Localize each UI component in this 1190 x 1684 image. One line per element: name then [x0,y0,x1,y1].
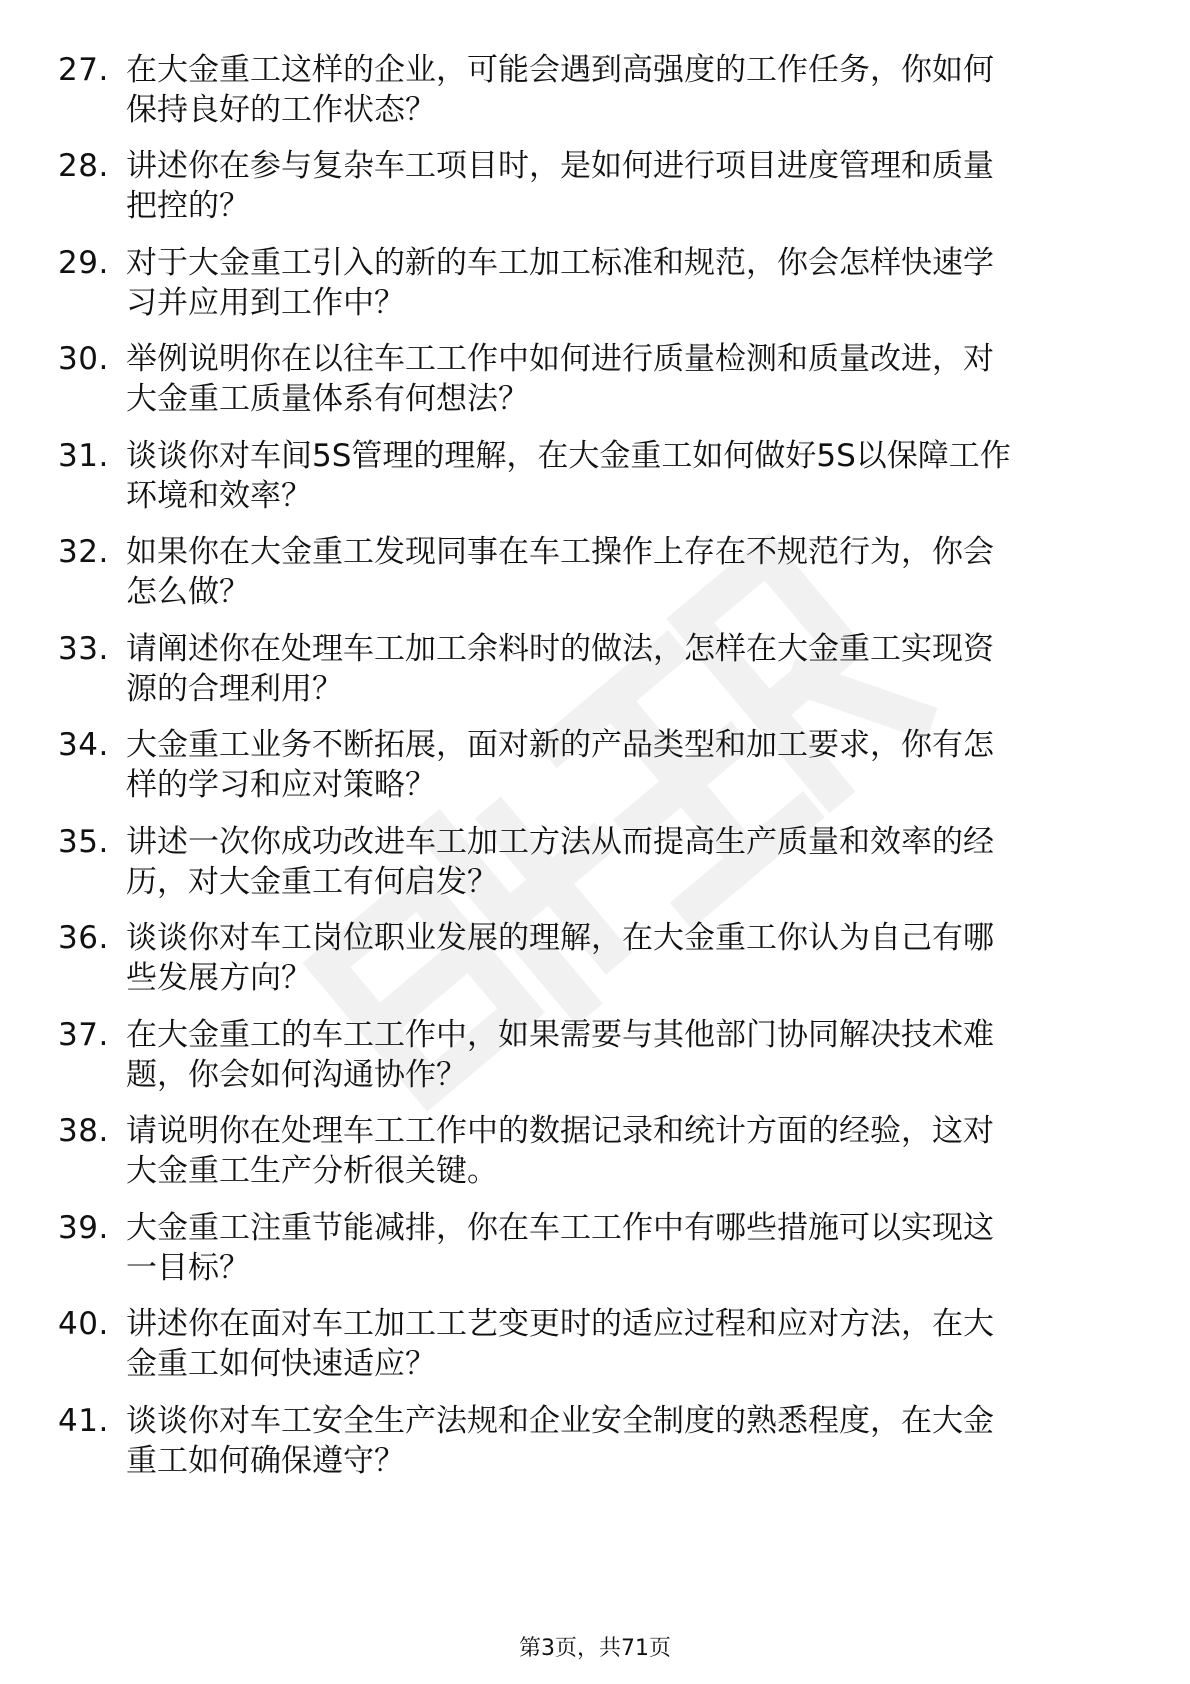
question-line: 样的学习和应对策略？ [126,767,436,803]
question-line: 举例说明你在以往车工工作中如何进行质量检测和质量改进，对 [126,341,994,377]
question-line: 题，你会如何沟通协作？ [126,1057,467,1093]
question-text [126,1015,1178,1095]
question-line: 讲述你在参与复杂车工项目时，是如何进行项目进度管理和质量 [126,148,994,184]
question-text [126,1111,1178,1191]
question-number: 39. [58,1210,109,1246]
question-number: 35. [58,824,109,860]
question-number: 40. [58,1306,109,1342]
question-number: 37. [58,1017,109,1053]
question-number: 27. [58,52,109,88]
question-line: 大金重工注重节能减排，你在车工工作中有哪些措施可以实现这 [126,1210,994,1246]
question-number: 31. [58,438,109,474]
question-text [126,339,1178,419]
question-number: 33. [58,631,109,667]
question-line: 请阐述你在处理车工加工余料时的做法，怎样在大金重工实现资 [126,631,994,667]
page-number-footer: 第3页，共71页 [519,1636,671,1661]
question-number: 28. [58,148,109,184]
question-line: 谈谈你对车工安全生产法规和企业安全制度的熟悉程度，在大金 [126,1403,994,1439]
question-number: 36. [58,920,109,956]
question-line: 习并应用到工作中？ [126,285,405,321]
question-text [126,50,1178,130]
question-line: 一目标？ [126,1250,250,1286]
question-line: 环境和效率？ [126,478,312,514]
question-line: 请说明你在处理车工工作中的数据记录和统计方面的经验，这对 [126,1113,994,1149]
question-line: 对于大金重工引入的新的车工加工标准和规范，你会怎样快速学 [126,245,994,281]
question-line: 在大金重工的车工工作中，如果需要与其他部门协同解决技术难 [126,1017,994,1053]
question-text [126,436,1178,516]
question-text [126,822,1178,902]
question-text [126,629,1178,709]
question-number: 29. [58,245,109,281]
question-text [126,1401,1178,1481]
question-line: 怎么做？ [126,574,250,610]
question-number: 30. [58,341,109,377]
question-line: 大金重工业务不断拓展，面对新的产品类型和加工要求，你有怎 [126,727,994,763]
question-line: 历，对大金重工有何启发？ [126,864,498,900]
question-line: 谈谈你对车间5S管理的理解，在大金重工如何做好5S以保障工作 [126,438,1011,474]
question-line: 重工如何确保遵守？ [126,1443,405,1479]
question-text [126,532,1178,612]
question-number: 38. [58,1113,109,1149]
question-number: 34. [58,727,109,763]
question-number: 41. [58,1403,109,1439]
question-number: 32. [58,534,109,570]
question-line: 讲述一次你成功改进车工加工方法从而提高生产质量和效率的经 [126,824,994,860]
question-line: 些发展方向？ [126,960,312,996]
question-line: 在大金重工这样的企业，可能会遇到高强度的工作任务，你如何 [126,52,994,88]
question-line: 谈谈你对车工岗位职业发展的理解，在大金重工你认为自己有哪 [126,920,994,956]
question-line: 把控的？ [126,188,250,224]
question-line: 大金重工质量体系有何想法？ [126,381,529,417]
question-line: 保持良好的工作状态？ [126,92,436,128]
question-line: 讲述你在面对车工加工工艺变更时的适应过程和应对方法，在大 [126,1306,994,1342]
question-line: 如果你在大金重工发现同事在车工操作上存在不规范行为，你会 [126,534,994,570]
question-text [126,1304,1178,1384]
question-text [126,918,1178,998]
question-line: 源的合理利用？ [126,671,343,707]
question-line: 金重工如何快速适应？ [126,1346,436,1382]
question-text [126,146,1178,226]
question-line: 大金重工生产分析很关键。 [126,1153,498,1189]
question-text [126,243,1178,323]
question-text [126,725,1178,805]
question-text [126,1208,1178,1288]
